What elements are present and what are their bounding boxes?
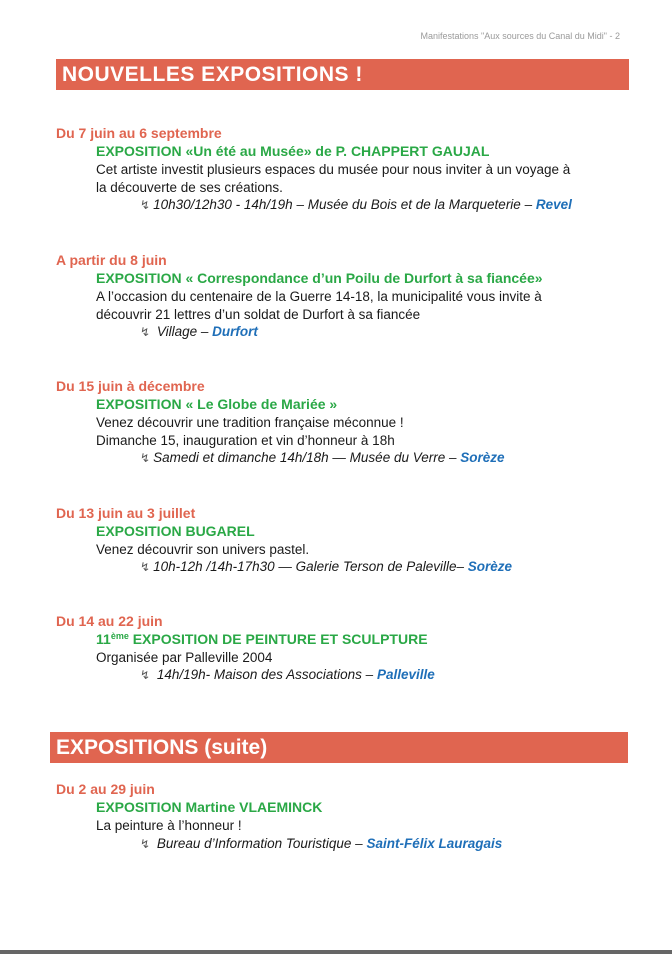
- event-title-text: EXPOSITION DE PEINTURE ET SCULPTURE: [128, 631, 428, 647]
- event-details: 14h/19h- Maison des Associations –: [153, 667, 377, 682]
- description-line: Dimanche 15, inauguration et vin d’honneur à 18h: [96, 433, 395, 448]
- event-town: Revel: [535, 197, 572, 212]
- description-line: Venez découvrir une tradition française méconnue !: [96, 415, 404, 430]
- event-title: EXPOSITION « Le Globe de Mariée »: [96, 396, 338, 412]
- event-title: EXPOSITION «Un été au Musée» de P. CHAPPERT GAUJAL: [96, 143, 490, 159]
- description-line: A l’occasion du centenaire de la Guerre 14-18, la municipalité vous invite à: [96, 289, 542, 304]
- event-description: [96, 649, 626, 667]
- description-line: Cet artiste investit plusieurs espaces du musée pour nous inviter à un voyage à: [96, 162, 571, 177]
- event-title-superscript: ème: [110, 631, 129, 641]
- description-line: Venez découvrir son univers pastel.: [96, 542, 310, 557]
- event-title: [96, 631, 428, 647]
- event-town: Saint-Félix Lauragais: [366, 836, 503, 851]
- event-location: [140, 667, 435, 682]
- event-details: Village –: [153, 324, 213, 339]
- event-town: Palleville: [376, 667, 435, 682]
- event-location: [140, 559, 512, 574]
- event-date: Du 7 juin au 6 septembre: [56, 125, 222, 141]
- event-description: [96, 414, 626, 450]
- lightning-arrow-icon: ↯: [140, 325, 151, 339]
- description-line: La peinture à l’honneur !: [96, 818, 242, 833]
- event-details: Samedi et dimanche 14h/18h — Musée du Verre –: [153, 450, 461, 465]
- description-line: la découverte de ses créations.: [96, 180, 283, 195]
- event-title: EXPOSITION « Correspondance d’un Poilu de Durfort à sa fiancée»: [96, 270, 543, 286]
- event-town: Sorèze: [467, 559, 513, 574]
- event-details: Bureau d’Information Touristique –: [153, 836, 367, 851]
- lightning-arrow-icon: ↯: [140, 451, 151, 465]
- event-details: 10h-12h /14h-17h30 — Galerie Terson de Paleville–: [153, 559, 468, 574]
- event-location: [140, 836, 502, 851]
- event-date: Du 2 au 29 juin: [56, 781, 155, 797]
- event-description: [96, 541, 626, 559]
- event-location: [140, 324, 258, 339]
- lightning-arrow-icon: ↯: [140, 837, 151, 851]
- event-details: 10h30/12h30 - 14h/19h – Musée du Bois et de la Marqueterie –: [153, 197, 536, 212]
- event-town: Sorèze: [460, 450, 505, 465]
- event-date: Du 13 juin au 3 juillet: [56, 505, 196, 521]
- lightning-arrow-icon: ↯: [140, 198, 151, 212]
- exhibitions-continued-banner: EXPOSITIONS (suite): [50, 732, 628, 763]
- lightning-arrow-icon: ↯: [140, 668, 151, 682]
- event-location: [140, 197, 572, 212]
- event-date: Du 15 juin à décembre: [56, 378, 205, 394]
- event-description: [96, 288, 626, 324]
- page-header-note: Manifestations "Aux sources du Canal du Midi" - 2: [420, 31, 620, 41]
- event-town: Durfort: [212, 324, 258, 339]
- page-bottom-bar: [0, 950, 672, 954]
- event-title: EXPOSITION BUGAREL: [96, 523, 255, 539]
- event-description: [96, 161, 626, 197]
- event-title-number: 11: [96, 631, 111, 647]
- event-date: Du 14 au 22 juin: [56, 613, 163, 629]
- event-date: A partir du 8 juin: [56, 252, 167, 268]
- description-line: découvrir 21 lettres d’un soldat de Durfort à sa fiancée: [96, 307, 421, 322]
- lightning-arrow-icon: ↯: [140, 560, 151, 574]
- description-line: Organisée par Palleville 2004: [96, 650, 273, 665]
- event-title: EXPOSITION Martine VLAEMINCK: [96, 799, 323, 815]
- new-exhibitions-banner: NOUVELLES EXPOSITIONS !: [56, 59, 629, 90]
- event-location: [140, 450, 505, 465]
- event-description: [96, 817, 626, 835]
